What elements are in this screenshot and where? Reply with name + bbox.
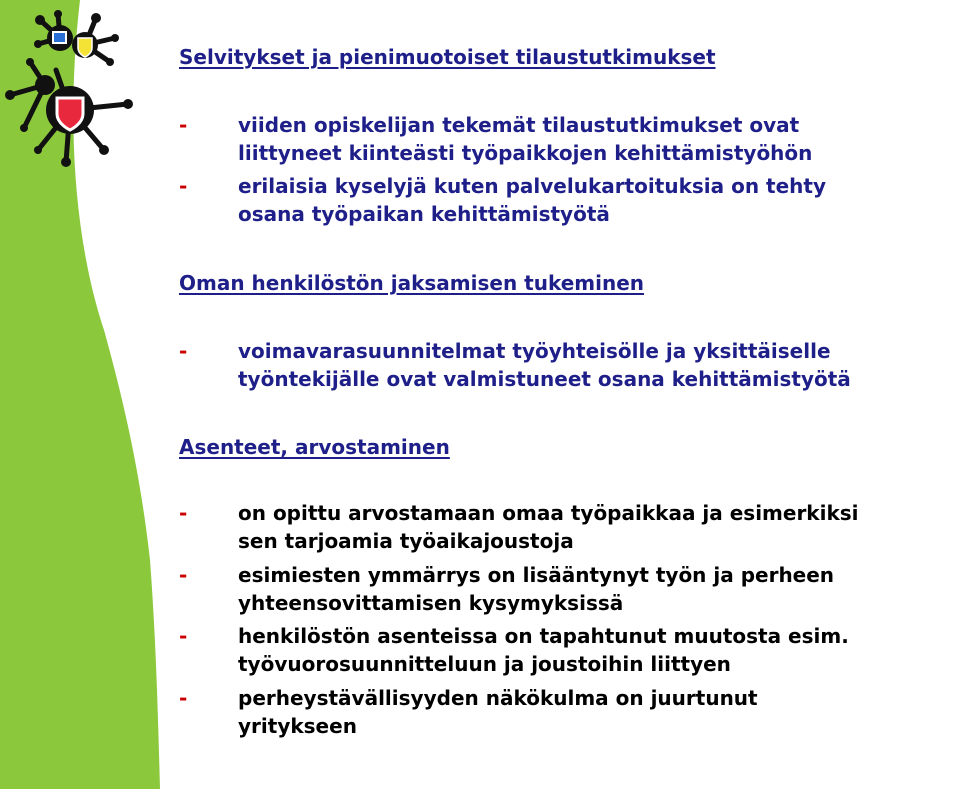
section-heading-jaksaminen: Oman henkilöstön jaksamisen tukeminen bbox=[179, 271, 645, 295]
list-item-line: työntekijälle ovat valmistuneet osana kehittämistyötä bbox=[238, 367, 851, 391]
list-item-line: yhteensovittamisen kysymyksissä bbox=[238, 591, 624, 615]
list-item-line: erilaisia kyselyjä kuten palvelukartoituksia on tehty bbox=[238, 174, 826, 198]
list-item-line: voimavarasuunnitelmat työyhteisölle ja yksittäiselle bbox=[238, 339, 831, 363]
list-item-line: sen tarjoamia työaikajoustoja bbox=[238, 529, 574, 553]
list-item bbox=[238, 111, 958, 167]
list-item-line: yritykseen bbox=[238, 714, 357, 738]
section-heading-asenteet: Asenteet, arvostaminen bbox=[179, 435, 450, 459]
bullet-dash: - bbox=[179, 624, 188, 648]
list-item bbox=[238, 684, 958, 740]
list-item-line: perheystävällisyyden näkökulma on juurtunut bbox=[238, 686, 758, 710]
list-item-line: liittyneet kiinteästi työpaikkojen kehittämistyöhön bbox=[238, 141, 813, 165]
list-item-line: viiden opiskelijan tekemät tilaustutkimukset ovat bbox=[238, 113, 800, 137]
bullet-dash: - bbox=[179, 686, 188, 710]
list-item-line: esimiesten ymmärrys on lisääntynyt työn ja perheen bbox=[238, 563, 835, 587]
list-item-line: työvuorosuunnitteluun ja joustoihin liittyen bbox=[238, 652, 731, 676]
list-item bbox=[238, 172, 958, 228]
bullet-dash: - bbox=[179, 174, 188, 198]
bullet-dash: - bbox=[179, 563, 188, 587]
bullet-dash: - bbox=[179, 501, 188, 525]
list-item bbox=[238, 622, 958, 678]
list-item-line: henkilöstön asenteissa on tapahtunut muutosta esim. bbox=[238, 624, 849, 648]
list-item-line: on opittu arvostamaan omaa työpaikkaa ja esimerkiksi bbox=[238, 501, 859, 525]
list-item bbox=[238, 499, 958, 555]
bullet-dash: - bbox=[179, 113, 188, 137]
list-item bbox=[238, 561, 958, 617]
list-item-line: osana työpaikan kehittämistyötä bbox=[238, 202, 610, 226]
bullet-dash: - bbox=[179, 339, 188, 363]
list-item bbox=[238, 337, 958, 393]
section-heading-selvitykset: Selvitykset ja pienimuotoiset tilaustutkimukset bbox=[179, 45, 716, 69]
